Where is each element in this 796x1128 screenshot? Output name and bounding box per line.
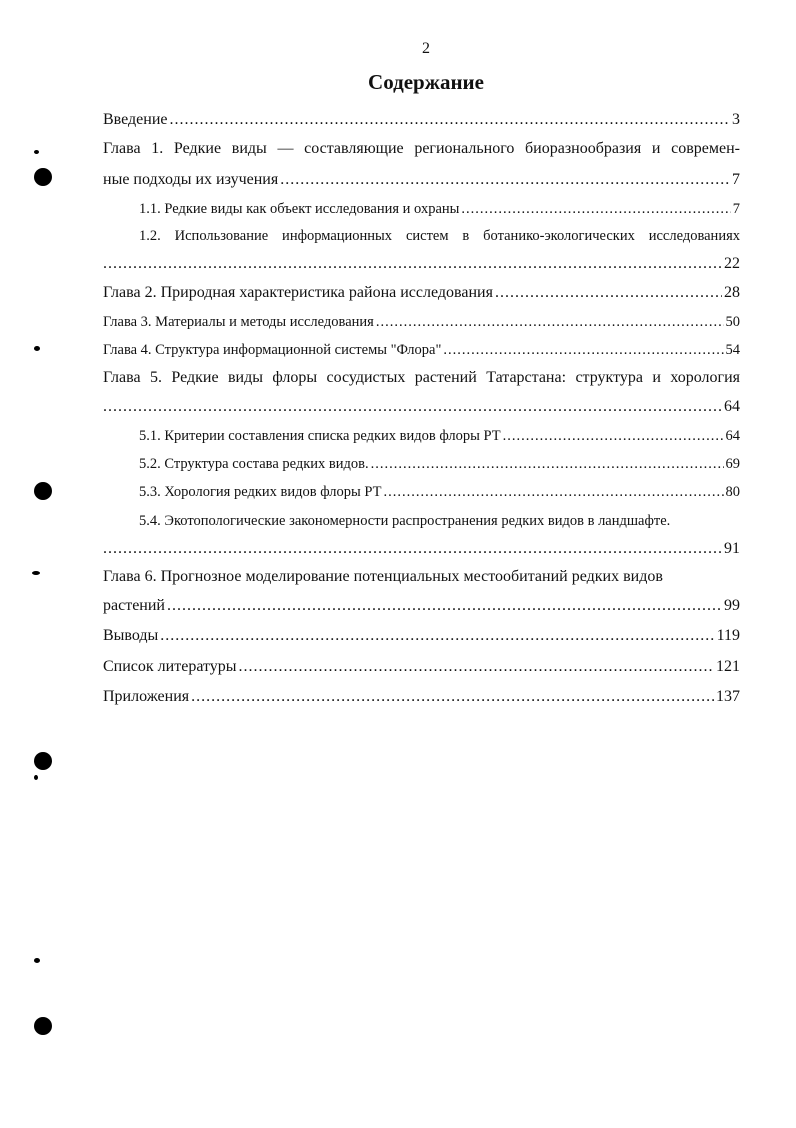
- toc-label: растений: [103, 597, 165, 614]
- toc-label: Глава 2. Природная характеристика района исследования: [103, 284, 493, 301]
- toc-label: 5.2. Структура состава редких видов.: [139, 456, 369, 472]
- toc-page: 7: [732, 201, 740, 217]
- toc-label: Глава 3. Материалы и методы исследования: [103, 314, 374, 330]
- toc-page: 121: [716, 658, 740, 675]
- toc-entry-s1-1: [139, 199, 740, 219]
- binder-hole-mark: [34, 775, 38, 780]
- toc-leader: [191, 687, 714, 707]
- toc-label: 1.1. Редкие виды как объект исследования и охраны: [139, 201, 460, 217]
- toc-page: 3: [732, 111, 740, 128]
- binder-hole-mark: [34, 752, 52, 770]
- toc-entry-ch3: [103, 312, 740, 332]
- toc-entry-s5-4-line2: [103, 539, 740, 559]
- toc-page: 28: [724, 284, 740, 301]
- toc-label: Глава 1. Редкие виды — составляющие регионального биоразнообразия и современ-: [103, 140, 740, 157]
- toc-leader: [383, 482, 723, 502]
- toc-page: 137: [716, 688, 740, 705]
- toc-entry-ch6-line2: [103, 596, 740, 616]
- toc-leader: [495, 283, 722, 303]
- toc-entry-s5-3: [139, 482, 740, 502]
- toc-entry-ch1-line2: [103, 170, 740, 190]
- binder-hole-mark: [34, 168, 52, 186]
- toc-label: Список литературы: [103, 658, 237, 675]
- toc-label: Глава 6. Прогнозное моделирование потенциальных местообитаний редких видов: [103, 568, 663, 585]
- toc-label: 5.1. Критерии составления списка редких видов флоры РТ: [139, 428, 501, 444]
- binder-hole-mark: [34, 1017, 52, 1035]
- toc-leader: [461, 199, 730, 219]
- toc-leader: [239, 657, 714, 677]
- toc-leader: [103, 254, 722, 274]
- toc-page: 80: [725, 484, 740, 500]
- toc-label: Глава 5. Редкие виды флоры сосудистых растений Татарстана: структура и хорология: [103, 369, 740, 386]
- toc-entry-s5-2: [139, 454, 740, 474]
- toc-leader: [503, 426, 724, 446]
- toc-leader: [376, 312, 724, 332]
- toc-entry-s1-2-line1: [139, 226, 740, 246]
- toc-leader: [167, 596, 722, 616]
- toc-entry-ch4: [103, 340, 740, 360]
- toc-label: 1.2. Использование информационных систем в ботанико-экологических исследованиях: [139, 228, 740, 244]
- toc-page: 50: [725, 314, 740, 330]
- toc-page: 91: [724, 540, 740, 557]
- toc-entry-ch5-line1: [103, 368, 740, 388]
- toc-entry-appendices: [103, 687, 740, 707]
- toc-leader: [280, 170, 730, 190]
- toc-leader: [103, 397, 722, 417]
- toc-entry-s5-4-line1: [139, 511, 740, 531]
- toc-entry-s1-2-line2: [103, 254, 740, 274]
- toc-label: 5.3. Хорология редких видов флоры РТ: [139, 484, 382, 500]
- binder-hole-mark: [34, 482, 52, 500]
- toc-label: Выводы: [103, 627, 159, 644]
- toc-leader: [103, 539, 722, 559]
- toc-label: ные подходы их изучения: [103, 171, 279, 188]
- binder-hole-mark: [32, 571, 40, 575]
- toc-entry-s5-1: [139, 426, 740, 446]
- toc-entry-ch6-line1: [103, 567, 740, 587]
- toc-page: 119: [716, 627, 740, 644]
- toc-leader: [160, 626, 714, 646]
- toc-leader: [443, 340, 723, 360]
- toc-entry-ch1-line1: [103, 139, 740, 159]
- toc-label: 5.4. Экотопологические закономерности распространения редких видов в ландшафте.: [139, 513, 671, 529]
- binder-hole-mark: [34, 150, 39, 154]
- toc-leader: [170, 110, 731, 130]
- binder-hole-mark: [34, 346, 40, 351]
- toc-entry-ch5-line2: [103, 397, 740, 417]
- toc-page: 7: [732, 171, 740, 188]
- toc-page: 69: [725, 456, 740, 472]
- toc-page: 22: [724, 255, 740, 272]
- toc-page: 54: [725, 342, 740, 358]
- toc-entry-intro: [103, 110, 740, 130]
- toc-page: 99: [724, 597, 740, 614]
- page-title: Содержание: [368, 70, 484, 94]
- toc-label: Приложения: [103, 688, 190, 705]
- page-number: 2: [422, 40, 430, 57]
- toc-page: 64: [725, 428, 740, 444]
- toc-entry-conclusions: [103, 626, 740, 646]
- toc-label: Введение: [103, 111, 168, 128]
- toc-leader: [371, 454, 724, 474]
- binder-hole-mark: [34, 958, 40, 963]
- toc-label: Глава 4. Структура информационной системы "Флора": [103, 342, 442, 358]
- toc-entry-references: [103, 657, 740, 677]
- toc-page: 64: [724, 398, 740, 415]
- toc-entry-ch2: [103, 283, 740, 303]
